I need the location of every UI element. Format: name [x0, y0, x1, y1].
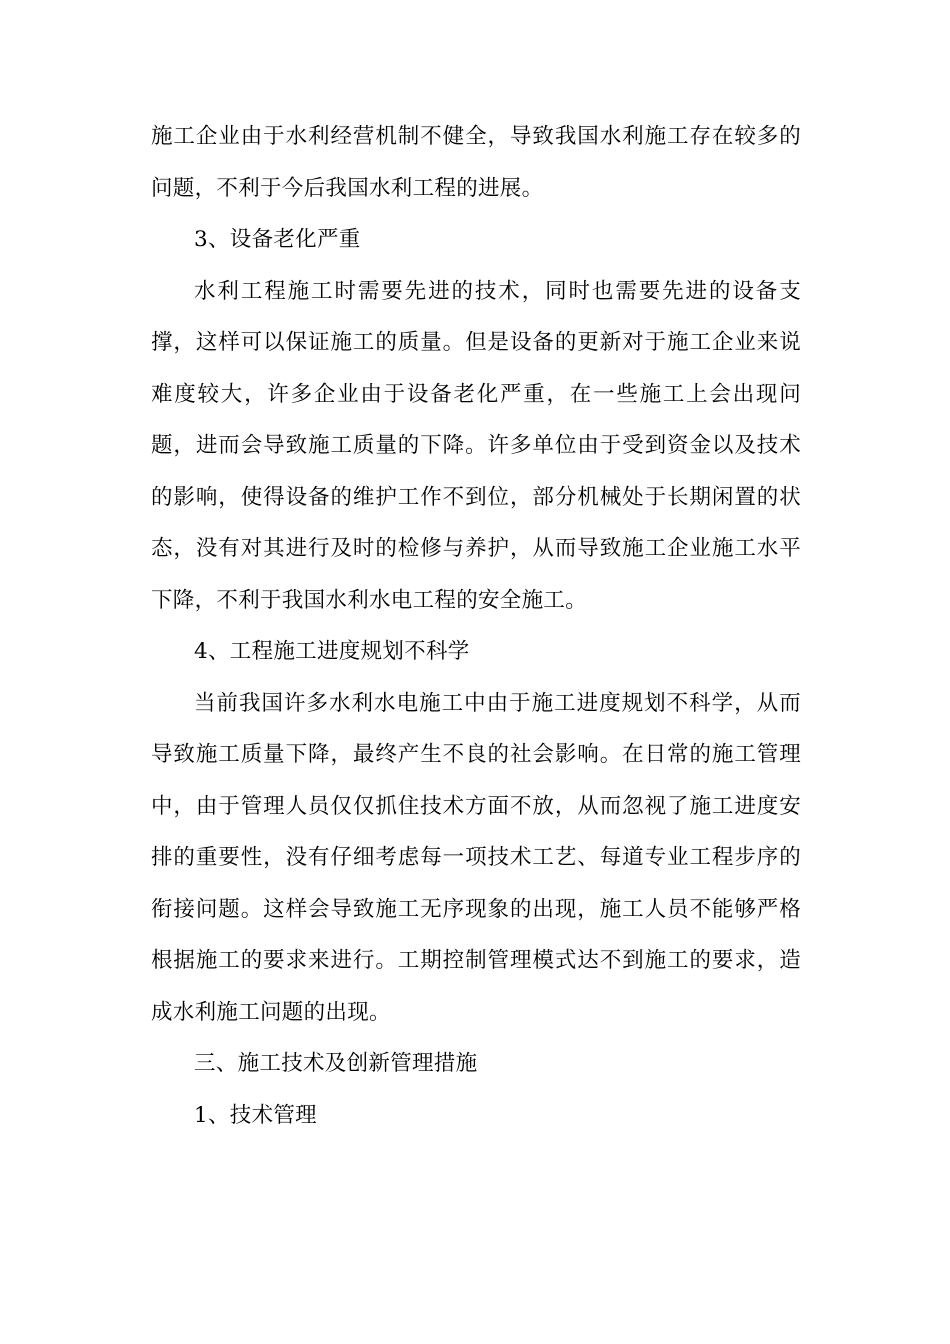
section-heading: 3、设备老化严重	[194, 227, 361, 252]
text-line: 当前我国许多水利水电施工中由于施工进度规划不科学，从而	[194, 690, 801, 716]
text-line: 的影响，使得设备的维护工作不到位，部分机械处于长期闲置的状	[151, 484, 801, 510]
text-line: 撑，这样可以保证施工的质量。但是设备的更新对于施工企业来说	[151, 330, 801, 355]
text-line: 导致施工质量下降，最终产生不良的社会影响。在日常的施工管理	[151, 742, 801, 767]
section-heading: 4、工程施工进度规划不科学	[194, 639, 470, 664]
text-line: 下降，不利于我国水利水电工程的安全施工。	[151, 587, 588, 613]
text-line: 水利工程施工时需要先进的技术，同时也需要先进的设备支	[194, 278, 801, 304]
text-line: 问题，不利于今后我国水利工程的进展。	[151, 175, 544, 201]
text-line: 态，没有对其进行及时的检修与养护，从而导致施工企业施工水平	[151, 536, 801, 561]
text-line: 排的重要性，没有仔细考虑每一项技术工艺、每道专业工程步序的	[151, 845, 801, 870]
chapter-heading: 三、施工技术及创新管理措施	[194, 1051, 478, 1076]
text-line: 中，由于管理人员仅仅抓住技术方面不放，从而忽视了施工进度安	[151, 793, 801, 819]
text-line: 难度较大，许多企业由于设备老化严重，在一些施工上会出现问	[151, 381, 801, 407]
text-line: 成水利施工问题的出现。	[151, 999, 391, 1025]
section-heading: 1、技术管理	[194, 1102, 317, 1128]
document-body	[151, 111, 801, 1141]
text-line: 根据施工的要求来进行。工期控制管理模式达不到施工的要求，造	[151, 948, 801, 973]
text-line: 题，进而会导致施工质量的下降。许多单位由于受到资金以及技术	[151, 433, 801, 458]
text-line: 衔接问题。这样会导致施工无序现象的出现，施工人员不能够严格	[151, 896, 801, 922]
text-line: 施工企业由于水利经营机制不健全，导致我国水利施工存在较多的	[151, 124, 801, 149]
